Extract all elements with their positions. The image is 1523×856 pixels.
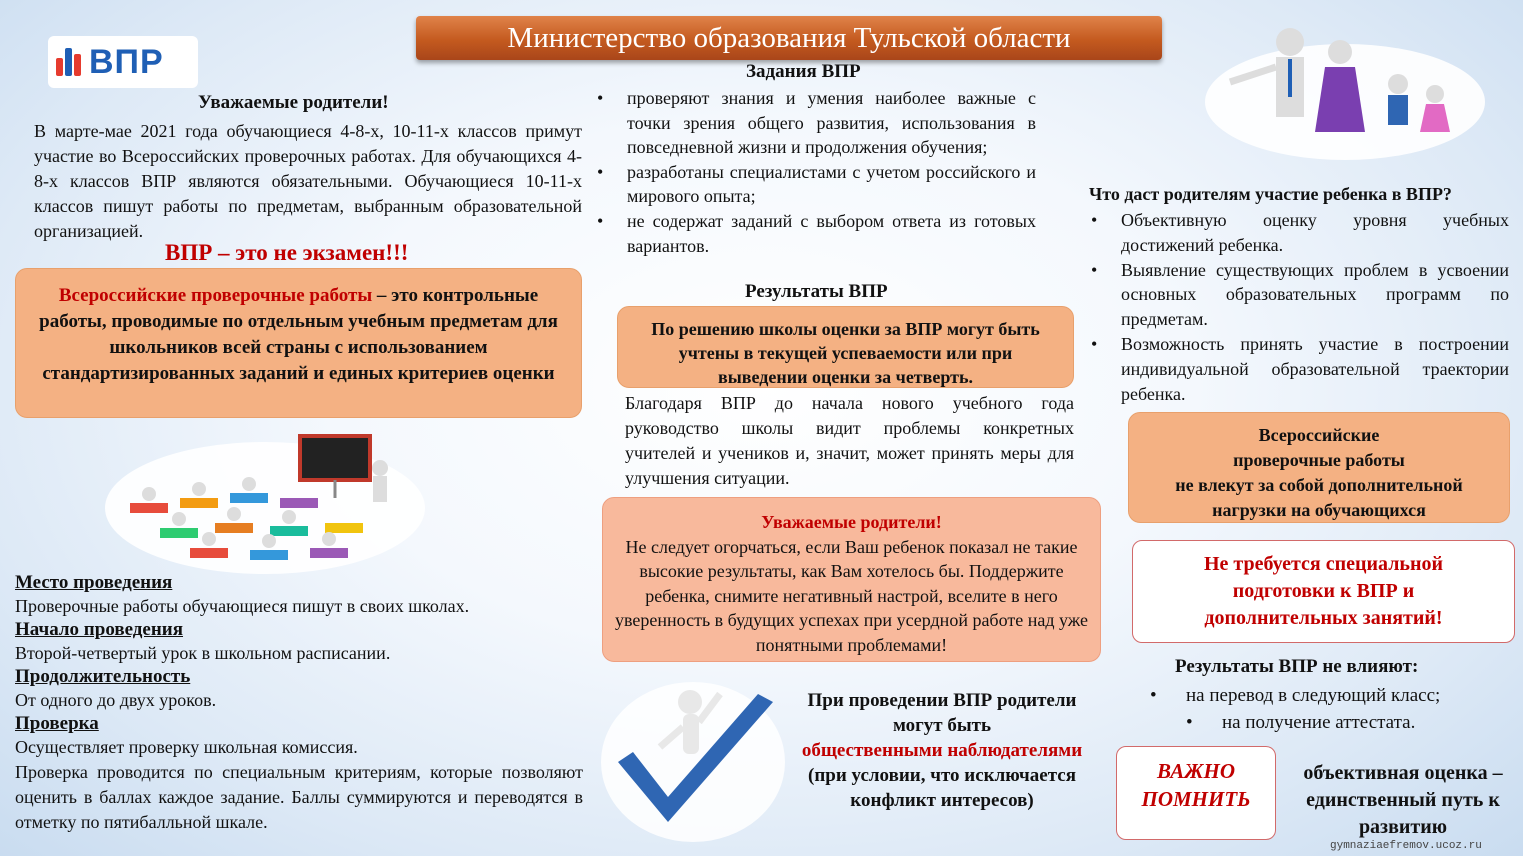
intro-heading: Уважаемые родители! [198,92,389,113]
observers-line-1: При проведении ВПР родители могут быть [807,690,1077,736]
list-item: • Возможность принять участие в построении индивидуальной образовательной траектории ребенка. [1121,332,1509,406]
list-item: • Объективную оценку уровня учебных достижений ребенка. [1121,208,1509,258]
parents-text: Не следует огорчаться, если Ваш ребенок показал не такие высокие результаты, как Вам хотелось бы. Поддержите ребенка, снимите негативный настрой, вселите в него уверенность в будущих успехах при усердной работе над уже понятными проблемами! [615,536,1088,655]
tasks-heading: Задания ВПР [746,61,861,82]
site-watermark: gymnaziaefremov.ucoz.ru [1330,840,1482,852]
list-item: • на перевод в следующий класс; [1150,685,1441,706]
results-text: Благодаря ВПР до начала нового учебного года руководство школы видит проблемы конкретных учителей и учеников и, значит, может принять меры для улучшения ситуации. [625,393,1074,488]
no-load-line-3: не влекут за собой дополнительной нагрузки на обучающихся [1175,475,1463,520]
parents-box [602,497,1101,662]
benefits-list [1121,208,1509,406]
start-text: Второй-четвертый урок в школьном расписании. [15,643,391,663]
info-section [15,572,583,835]
list-item: • проверяют знания и умения наиболее важные с точки зрения общего развития, использования в повседневной жизни и продолжения обучения; [627,86,1036,160]
definition-box [15,268,582,418]
results-heading: Результаты ВПР [745,281,888,302]
list-item: • Выявление существующих проблем в усвоении основных образовательных программ по предметам. [1121,258,1509,332]
list-item: • не содержат заданий с выбором ответа из готовых вариантов. [627,209,1036,258]
observers-line-2: (при условии, что исключается конфликт интересов) [808,765,1076,811]
no-influence-heading: Результаты ВПР не влияют: [1175,656,1419,677]
page-title: Министерство образования Тульской области [416,16,1162,60]
intro-text: В марте-мае 2021 года обучающиеся 4-8-х, 10-11-х классов примут участие во Всероссийских проверочных работах. Для обучающихся 4-8-х классов ВПР являются обязательными. Обучающиеся 10-11-х классов пишут работы по предметам, выбранным образовательной организацией. [34,121,582,241]
no-prep-box: Не требуется специальной подготовки к ВПР и дополнительных занятий! [1132,540,1515,643]
vpr-logo [48,36,198,88]
check-text-2: Проверка проводится по специальным критериям, которые позволяют оценить в баллах каждое задание. Баллы суммируются и переводятся в отметку по пятибалльной шкале. [15,762,583,832]
tasks-list [627,86,1036,258]
no-load-line-2: проверочные работы [1233,450,1405,470]
definition-rest: – это контрольные работы, проводимые по отдельным учебным предметам для школьников всей страны с использованием стандартизированных заданий и единых критериев оценки [39,285,558,384]
check-heading: Проверка [15,713,99,734]
remember-text: объективная оценка – единственный путь к развитию [1303,762,1503,838]
slogan: ВПР – это не экзамен!!! [165,240,409,265]
place-text: Проверочные работы обучающиеся пишут в своих школах. [15,596,470,616]
definition-term: Всероссийские проверочные работы [58,285,373,306]
parents-heading: Уважаемые родители! [761,512,942,532]
family-illustration [1200,22,1490,162]
start-heading: Начало проведения [15,619,184,640]
observers-highlight: общественными наблюдателями [801,740,1083,761]
list-item: • разработаны специалистами с учетом российского и мирового опыта; [627,160,1036,209]
benefits-heading: Что даст родителям участие ребенка в ВПР? [1089,184,1452,204]
duration-text: От одного до двух уроков. [15,690,217,710]
no-load-box [1128,412,1510,523]
place-heading: Место проведения [15,572,173,593]
list-item: • на получение аттестата. [1186,712,1416,733]
duration-heading: Продолжительность [15,666,191,687]
check-text-1: Осуществляет проверку школьная комиссия. [15,737,358,757]
no-influence-list [1150,682,1440,736]
logo-text: ВПР [89,42,164,81]
results-box: По решению школы оценки за ВПР могут быть учтены в текущей успеваемости или при выведении оценки за четверть. [617,306,1074,388]
checkmark-figure-illustration [598,672,788,842]
logo-bars-icon [56,48,83,76]
no-load-line-1: Всероссийские [1258,425,1380,445]
remember-box: ВАЖНО ПОМНИТЬ [1116,746,1276,840]
classroom-illustration [100,428,430,576]
observers-block [792,688,1092,813]
